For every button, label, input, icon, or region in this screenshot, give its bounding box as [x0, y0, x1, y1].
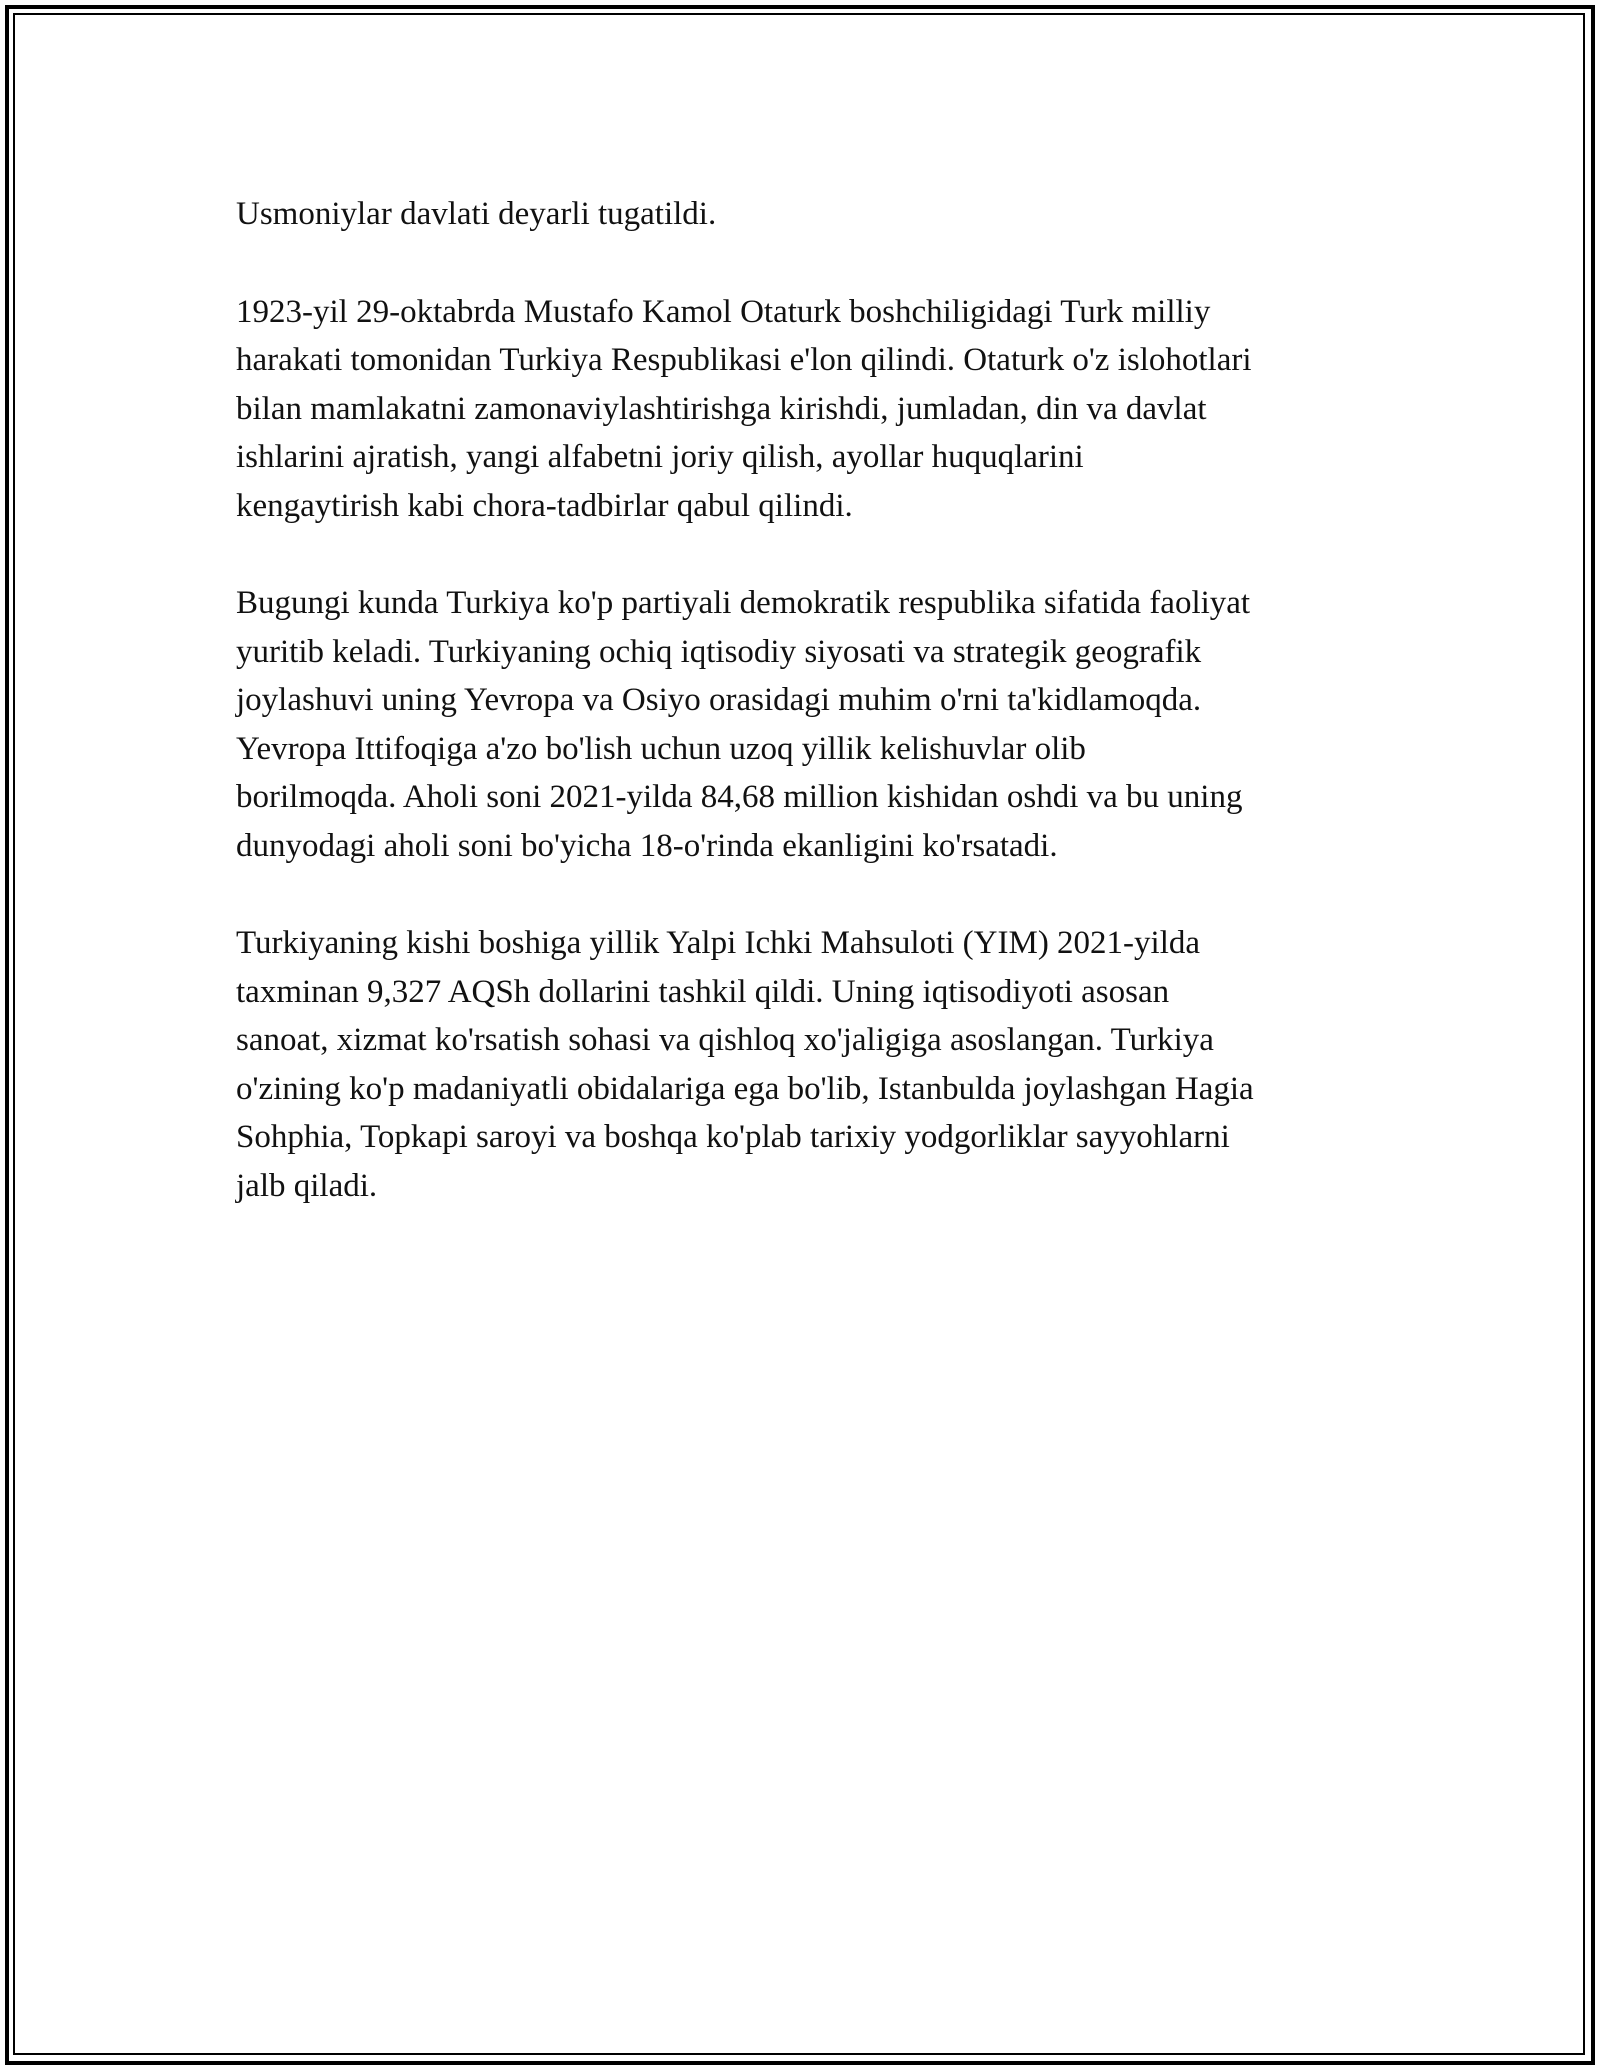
text-line: harakati tomonidan Turkiya Respublikasi e'lon qilindi. Otaturk o'z islohotlari	[236, 342, 1252, 378]
text-line: dunyodagi aholi soni bo'yicha 18-o'rinda ekanligini ko'rsatadi.	[236, 827, 1058, 864]
text-line: 1923-yil 29-oktabrda Mustafo Kamol Otaturk boshchiligidagi Turk milliy	[236, 293, 1211, 330]
text-line: borilmoqda. Aholi soni 2021-yilda 84,68 million kishidan oshdi va bu uning	[236, 779, 1243, 815]
text-line: jalb qiladi.	[236, 1167, 378, 1204]
text-line: yuritib keladi. Turkiyaning ochiq iqtisodiy siyosati va strategik geografik	[236, 633, 1202, 670]
text-line: bilan mamlakatni zamonaviylashtirishga kirishdi, jumladan, din va davlat	[236, 390, 1207, 427]
text-line: sanoat, xizmat ko'rsatish sohasi va qishloq xo'jaligiga asoslangan. Turkiya	[236, 1022, 1214, 1058]
paragraph-4	[236, 919, 1376, 1210]
text-line: Sohphia, Topkapi saroyi va boshqa ko'plab tarixiy yodgorliklar sayyohlarni	[236, 1119, 1230, 1155]
text-line: taxminan 9,327 AQSh dollarini tashkil qildi. Uning iqtisodiyoti asosan	[236, 973, 1170, 1010]
text-line: Turkiyaning kishi boshiga yillik Yalpi Ichki Mahsuloti (YIM) 2021-yilda	[236, 925, 1201, 961]
document-body	[236, 190, 1376, 1259]
text-line: joylashuvi uning Yevropa va Osiyo orasidagi muhim o'rni ta'kidlamoqda.	[236, 682, 1202, 718]
text-line: o'zining ko'p madaniyatli obidalariga ega bo'lib, Istanbulda joylashgan Hagia	[236, 1070, 1254, 1107]
text-line: Usmoniylar davlati deyarli tugatildi.	[236, 196, 717, 232]
text-line: ishlarini ajratish, yangi alfabetni joriy qilish, ayollar huquqlarini	[236, 439, 1084, 475]
paragraph-2	[236, 288, 1376, 531]
paragraph-1	[236, 190, 1376, 239]
text-line: kengaytirish kabi chora-tadbirlar qabul qilindi.	[236, 487, 853, 524]
paragraph-3	[236, 579, 1376, 870]
text-line: Yevropa Ittifoqiga a'zo bo'lish uchun uzoq yillik kelishuvlar olib	[236, 730, 1086, 767]
text-line: Bugungi kunda Turkiya ko'p partiyali demokratik respublika sifatida faoliyat	[236, 585, 1251, 621]
